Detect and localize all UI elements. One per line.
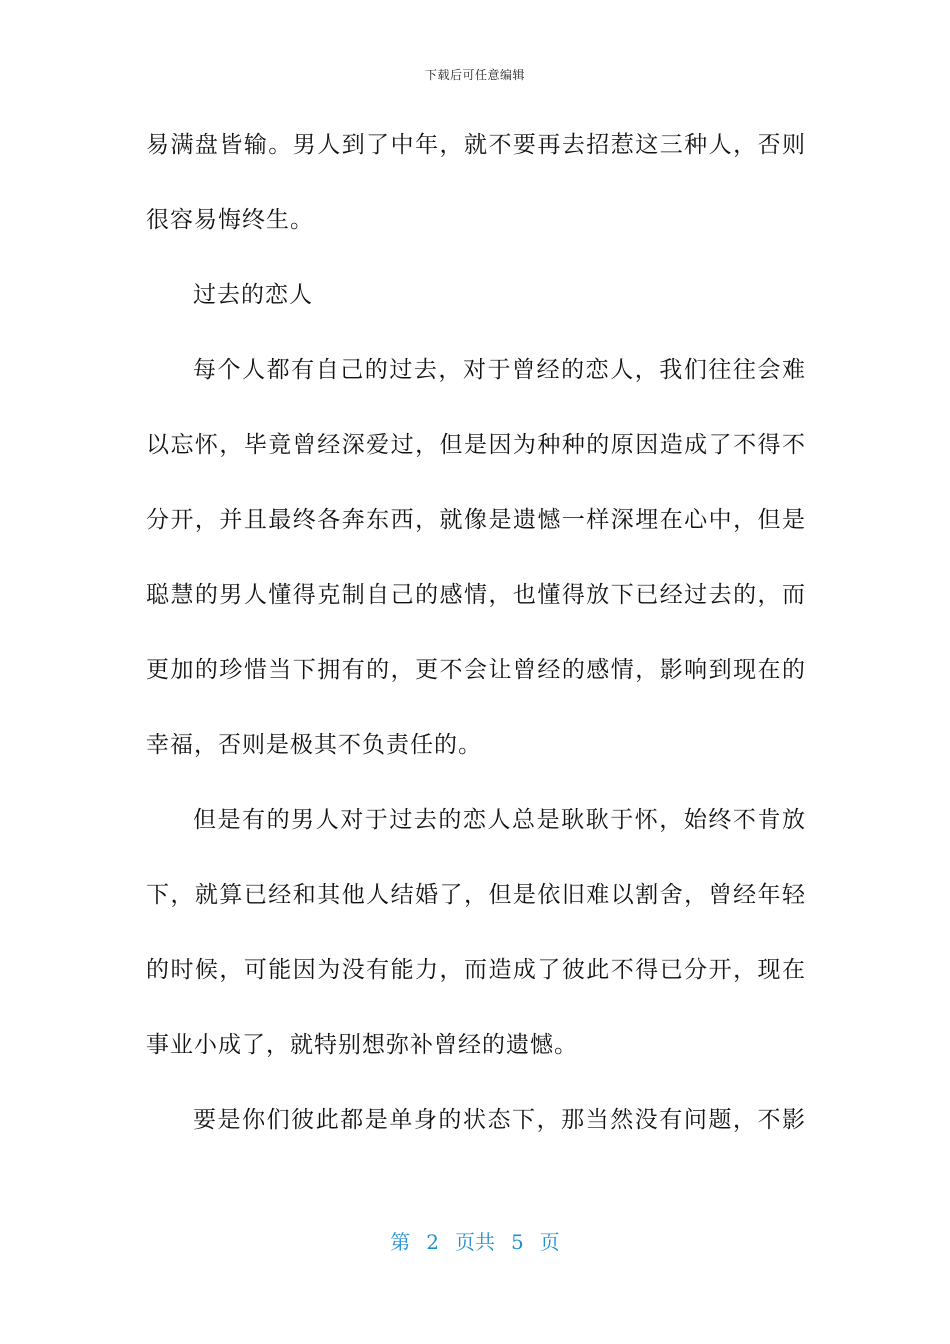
text-line: 但是有的男人对于过去的恋人总是耿耿于怀，始终不肯放 (193, 807, 806, 833)
document-body (146, 125, 806, 1175)
page-header (0, 66, 950, 83)
text-line: 的时候，可能因为没有能力，而造成了彼此不得已分开，现在 (146, 957, 806, 983)
total-pages-number: 5 (511, 1230, 524, 1254)
text-line: 分开，并且最终各奔东西，就像是遗憾一样深埋在心中，但是 (146, 507, 806, 533)
text-line: 以忘怀，毕竟曾经深爱过，但是因为种种的原因造成了不得不 (146, 432, 806, 458)
text-line: 要是你们彼此都是单身的状态下，那当然没有问题，不影 (193, 1107, 806, 1133)
footer-prefix: 第 (390, 1230, 411, 1254)
footer-suffix: 页 (539, 1230, 560, 1254)
text-line: 聪慧的男人懂得克制自己的感情，也懂得放下已经过去的，而 (146, 582, 806, 608)
text-line: 下，就算已经和其他人结婚了，但是依旧难以割舍，曾经年轻 (146, 882, 806, 908)
section-heading: 过去的恋人 (193, 282, 313, 308)
header-text: 下载后可任意编辑 (424, 68, 525, 82)
footer-middle: 页共 (455, 1230, 495, 1254)
text-line: 事业小成了，就特别想弥补曾经的遗憾。 (146, 1032, 578, 1058)
text-line: 每个人都有自己的过去，对于曾经的恋人，我们往往会难 (193, 357, 806, 383)
text-line: 更加的珍惜当下拥有的，更不会让曾经的感情，影响到现在的 (146, 657, 806, 683)
text-line: 幸福，否则是极其不负责任的。 (146, 732, 482, 758)
current-page-number: 2 (426, 1230, 439, 1254)
text-line: 易满盘皆输。男人到了中年，就不要再去招惹这三种人，否则 (146, 132, 806, 158)
page-footer (0, 1226, 950, 1255)
text-line: 很容易悔终生。 (146, 207, 314, 233)
